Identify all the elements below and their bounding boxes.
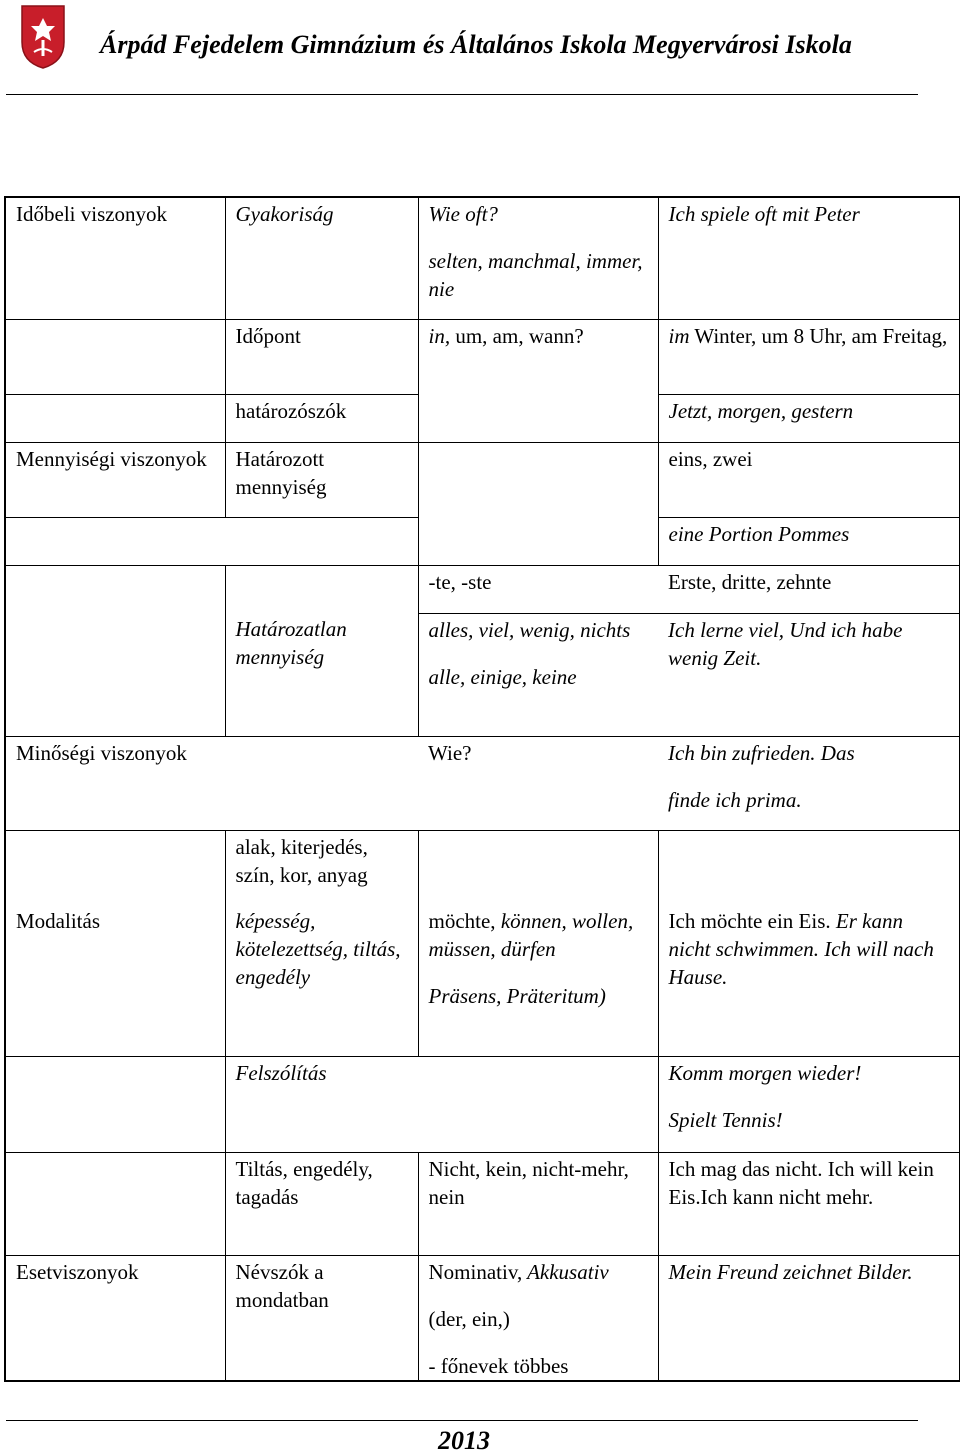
cell-example: Mein Freund zeichnet Bilder. — [668, 1259, 913, 1284]
cell-question-words: Wie oft? selten, manchmal, immer, nie — [418, 197, 658, 319]
cell-example: Ich lerne viel, Und ich habe wenig Zeit. — [658, 613, 960, 736]
cell-subcategory: Névszók a mondatban — [225, 1255, 418, 1381]
cell-example: Ich spiele oft mit Peter — [658, 197, 960, 319]
cell-category: Modalitás — [5, 905, 225, 1056]
table-row — [5, 736, 960, 830]
cell-example: im Winter, um 8 Uhr, am Freitag, — [658, 319, 960, 394]
header-divider — [6, 94, 918, 95]
cell-subcategory: Felszólítás — [225, 1056, 418, 1152]
cell-category: Mennyiségi viszonyok — [5, 442, 225, 517]
school-name-heading: Árpád Fejedelem Gimnázium és Általános Iskola Megyervárosi Iskola — [100, 30, 852, 59]
footer-divider — [6, 1420, 918, 1421]
table-row — [5, 1255, 960, 1381]
cell-subcategory: Tiltás, engedély, tagadás — [225, 1152, 418, 1255]
cell-subcategory: alak, kiterjedés, szín, kor, anyag — [225, 830, 418, 905]
cell-category: Időbeli viszonyok — [5, 197, 225, 319]
table-row — [5, 197, 960, 319]
cell-subcategory: Határozott mennyiség — [225, 442, 418, 517]
table-row — [5, 830, 960, 905]
cell-example: Jetzt, morgen, gestern — [658, 394, 960, 442]
cell-example: Komm morgen wieder! Spielt Tennis! — [658, 1056, 960, 1152]
school-crest-logo — [20, 4, 66, 70]
cell-example: eine Portion Pommes — [658, 517, 960, 565]
cell-category: Esetviszonyok — [5, 1255, 225, 1381]
table-row — [5, 613, 960, 736]
cell-example: eins, zwei — [658, 442, 960, 517]
cell-subcategory: Időpont — [225, 319, 418, 394]
cell-example: Erste, dritte, zehnte — [658, 565, 960, 613]
cell-modal-verbs: möchte, können, wollen, müssen, dürfen Präsens, Präteritum) — [418, 905, 658, 1056]
cell-subcategory: határozószók — [225, 394, 418, 442]
cell-subcategory: képesség, kötelezettség, tiltás, engedély — [225, 905, 418, 1056]
grammar-relations-table — [4, 196, 960, 1382]
table-row — [5, 517, 960, 565]
table-row — [5, 394, 960, 442]
table-row — [5, 319, 960, 394]
cell-example: Ich bin zufrieden. Das finde ich prima. — [658, 736, 960, 830]
table-row — [5, 905, 960, 1056]
table-row — [5, 442, 960, 517]
cell-example: Ich möchte ein Eis. Er kann nicht schwimmen. Ich will nach Hause. — [658, 905, 960, 1056]
cell-category: Minőségi viszonyok — [5, 736, 418, 830]
footer-year: 2013 — [438, 1426, 490, 1455]
cell-subcategory: Gyakoriság — [225, 197, 418, 319]
cell-question-words: alles, viel, wenig, nichts alle, einige, keine — [418, 613, 658, 736]
table-row — [5, 1152, 960, 1255]
cell-subcategory: Határozatlan mennyiség — [225, 613, 418, 736]
cell-negation-words: Nicht, kein, nicht-mehr, nein — [418, 1152, 658, 1255]
table-row — [5, 565, 960, 613]
cell-suffix: -te, -ste — [418, 565, 658, 613]
cell-question-words: in, um, am, wann? — [418, 319, 658, 394]
cell-example: Ich mag das nicht. Ich will kein Eis.Ich kann nicht mehr. — [658, 1152, 960, 1255]
cell-question-words: Wie? — [418, 736, 658, 830]
table-row — [5, 1056, 960, 1152]
cell-cases: Nominativ, Akkusativ (der, ein,) - főnevek többes — [418, 1255, 658, 1381]
